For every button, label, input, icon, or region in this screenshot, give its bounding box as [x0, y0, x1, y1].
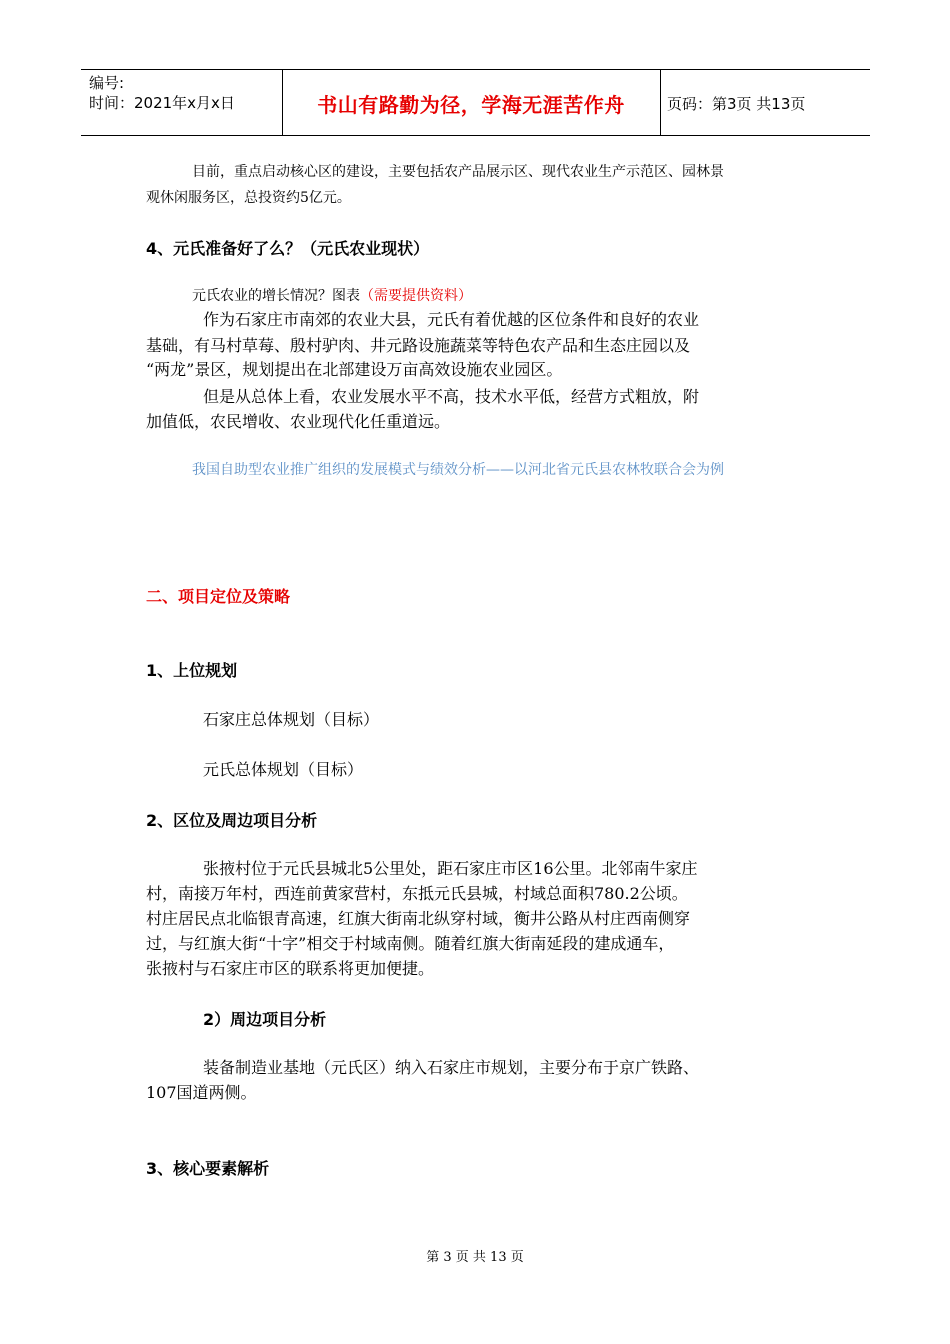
- paragraph-line: 观休闲服务区，总投资约5亿元。: [146, 190, 351, 206]
- paragraph-line: 过，与红旗大街“十字”相交于村域南侧。随着红旗大街南延段的建成通车，: [146, 934, 675, 953]
- paragraph-line: 作为石家庄市南郊的农业大县，元氏有着优越的区位条件和良好的农业: [203, 310, 700, 329]
- section-heading: 4、元氏准备好了么？（元氏农业现状）: [146, 239, 430, 258]
- growth-note: （需要提供资料）: [360, 288, 472, 304]
- subsection-heading: 2）周边项目分析: [203, 1010, 327, 1029]
- header-motto: 书山有路勤为径，学海无涯苦作舟: [317, 92, 625, 117]
- header-page-info: 页码：第3页 共13页: [667, 94, 806, 113]
- plan-item: 石家庄总体规划（目标）: [203, 710, 380, 729]
- paragraph-line: 目前，重点启动核心区的建设，主要包括农产品展示区、现代农业生产示范区、园林景: [192, 164, 724, 180]
- paragraph-line: 107国道两侧。: [146, 1083, 257, 1102]
- header-number: 编号:: [89, 74, 125, 92]
- paragraph-line: 加值低，农民增收、农业现代化任重道远。: [146, 412, 451, 431]
- reference-link[interactable]: 我国自助型农业推广组织的发展模式与绩效分析——以河北省元氏县农林牧联合会为例: [192, 462, 724, 478]
- paragraph-line: 村，南接万年村，西连前黄家营村，东抵元氏县城，村域总面积780.2公顷。: [146, 884, 688, 903]
- paragraph-line: 张掖村位于元氏县城北5公里处，距石家庄市区16公里。北邻南牛家庄: [203, 859, 698, 878]
- header-time: 时间：2021年x月x日: [89, 94, 235, 112]
- plan-item: 元氏总体规划（目标）: [203, 760, 364, 779]
- paragraph-line: 装备制造业基地（元氏区）纳入石家庄市规划，主要分布于京广铁路、: [203, 1058, 700, 1077]
- paragraph-line: 但是从总体上看，农业发展水平不高，技术水平低，经营方式粗放，附: [203, 387, 700, 406]
- page-footer: 第 3 页 共 13 页: [426, 1250, 524, 1265]
- subsection-heading: 2、区位及周边项目分析: [146, 811, 318, 830]
- paragraph-line: 基础，有马村草莓、殷村驴肉、井元路设施蔬菜等特色农产品和生态庄园以及: [146, 336, 691, 355]
- paragraph-line: “两龙”景区，规划提出在北部建设万亩高效设施农业园区。: [146, 360, 563, 379]
- header-divider-right: [660, 70, 661, 135]
- paragraph-line: 村庄居民点北临银青高速，红旗大街南北纵穿村域，衡井公路从村庄西南侧穿: [146, 909, 691, 928]
- header-meta: [89, 73, 235, 113]
- paragraph-line: 张掖村与石家庄市区的联系将更加便捷。: [146, 959, 435, 978]
- growth-caption: [192, 284, 472, 308]
- document-header: [81, 69, 870, 136]
- growth-label: 元氏农业的增长情况？图表: [192, 288, 360, 304]
- subsection-heading: 1、上位规划: [146, 661, 238, 680]
- subsection-heading: 3、核心要素解析: [146, 1159, 270, 1178]
- section-title: 二、项目定位及策略: [146, 587, 291, 606]
